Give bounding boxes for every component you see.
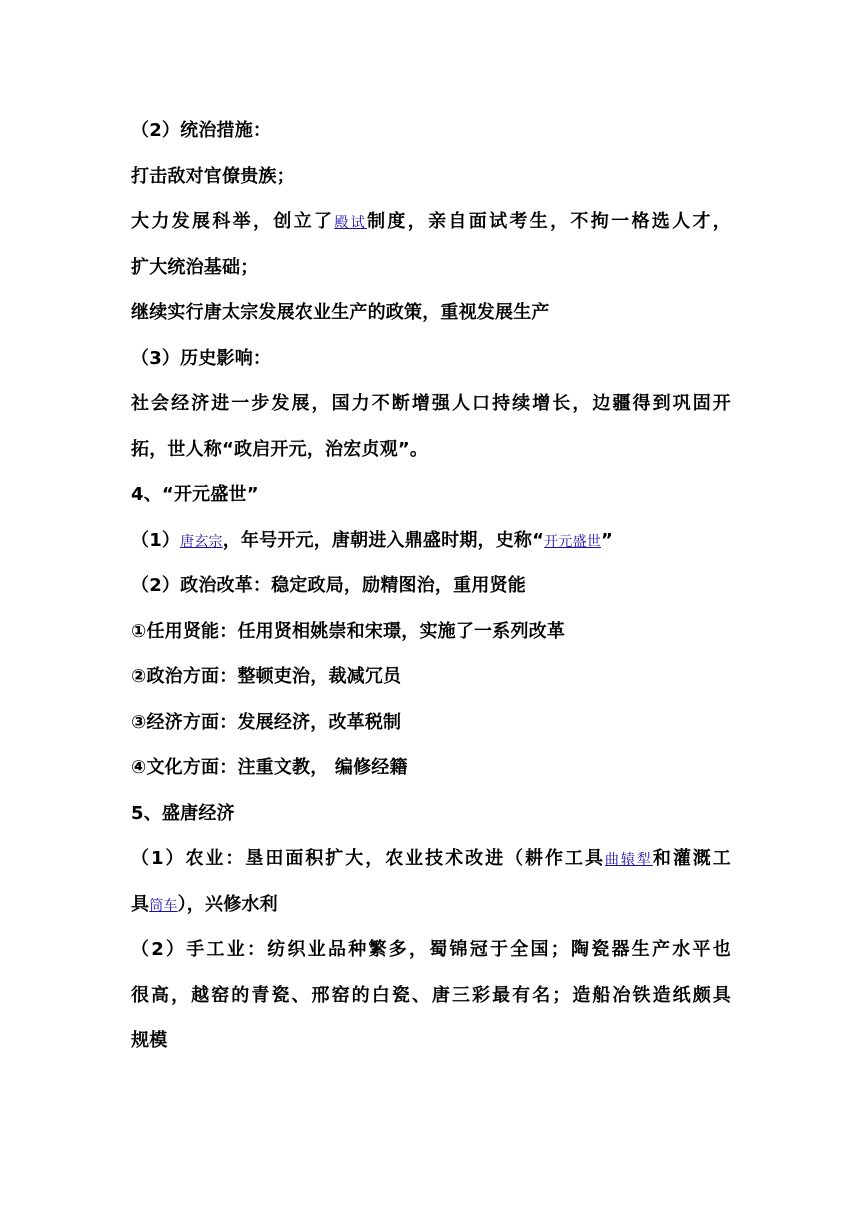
paragraph-text: 大力发展科举，创立了 [131, 211, 335, 232]
list-item [131, 700, 731, 746]
paragraph-text: 很高，越窑的青瓷、邢窑的白瓷、唐三彩最有名；造船冶铁造纸颇具 [131, 984, 731, 1006]
paragraph-line [131, 518, 731, 564]
paragraph-text: 社会经济进一步发展，国力不断增强人口持续增长，边疆得到巩固开 [131, 393, 731, 414]
paragraph-text: ” [600, 529, 614, 551]
section-3-subheading-impact [131, 336, 731, 382]
paragraph-text: 和灌溉工 [652, 848, 731, 869]
paragraph-line [131, 290, 731, 336]
paragraph-text: 打击敌对官僚贵族； [131, 165, 295, 187]
list-item-text: ①任用贤能：任用贤相姚崇和宋璟，实施了一系列改革 [131, 620, 566, 642]
paragraph-text: 规模 [131, 1030, 168, 1051]
list-item-text: ③经济方面：发展经济，改革税制 [131, 711, 402, 733]
paragraph-line [131, 427, 731, 473]
paragraph-line [131, 882, 731, 928]
paragraph-line [131, 199, 731, 245]
paragraph-line [131, 381, 731, 427]
paragraph-text: （2）手工业：纺织业品种繁多，蜀锦冠于全国；陶瓷器生产水平也 [131, 939, 731, 960]
paragraph-line [131, 927, 731, 973]
subheading-text: （3）历史影响： [131, 347, 272, 369]
section-title-text: 5、盛唐经济 [131, 802, 235, 824]
list-item [131, 609, 731, 655]
paragraph-line [131, 563, 731, 609]
paragraph-line [131, 973, 731, 1019]
link-kaiyuan-shengshi[interactable]: 开元盛世 [544, 533, 601, 550]
paragraph-text: （1） [131, 529, 181, 551]
section-4-title [131, 472, 731, 518]
paragraph-text: （2）政治改革：稳定政局，励精图治，重用贤能 [131, 575, 526, 596]
link-tongche[interactable]: 筒车 [149, 897, 178, 914]
paragraph-text: ，年号开元，唐朝进入鼎盛时期，史称“ [222, 529, 545, 551]
paragraph-text: ），兴修水利 [177, 893, 278, 915]
paragraph-line [131, 1018, 731, 1064]
paragraph-line [131, 154, 731, 200]
list-item [131, 654, 731, 700]
paragraph-text: 继续实行唐太宗发展农业生产的政策，重视发展生产 [131, 302, 550, 323]
paragraph-line [131, 245, 731, 291]
document-page [131, 108, 731, 1064]
list-item [131, 745, 731, 791]
paragraph-text: 具 [131, 893, 150, 915]
list-item-text: ②政治方面：整顿吏治，裁减冗员 [131, 666, 402, 687]
paragraph-text: 制度，亲自面试考生，不拘一格选人才， [367, 211, 731, 232]
section-3-subheading-measures [131, 108, 731, 154]
section-title-text: 4、“开元盛世” [131, 484, 259, 505]
section-5-title [131, 791, 731, 837]
subheading-text: （2）统治措施： [131, 120, 272, 141]
link-dianshi[interactable]: 殿试 [334, 215, 368, 231]
paragraph-line [131, 836, 731, 882]
link-quyuanli[interactable]: 曲辕犁 [604, 852, 653, 868]
list-item-text: ④文化方面：注重文教， 编修经籍 [131, 757, 408, 778]
paragraph-text: （1）农业：垦田面积扩大，农业技术改进（耕作工具 [131, 848, 605, 869]
paragraph-text: 拓，世人称“政启开元，治宏贞观”。 [131, 438, 429, 460]
link-tang-xuanzong[interactable]: 唐玄宗 [180, 533, 223, 550]
paragraph-text: 扩大统治基础； [131, 256, 259, 278]
